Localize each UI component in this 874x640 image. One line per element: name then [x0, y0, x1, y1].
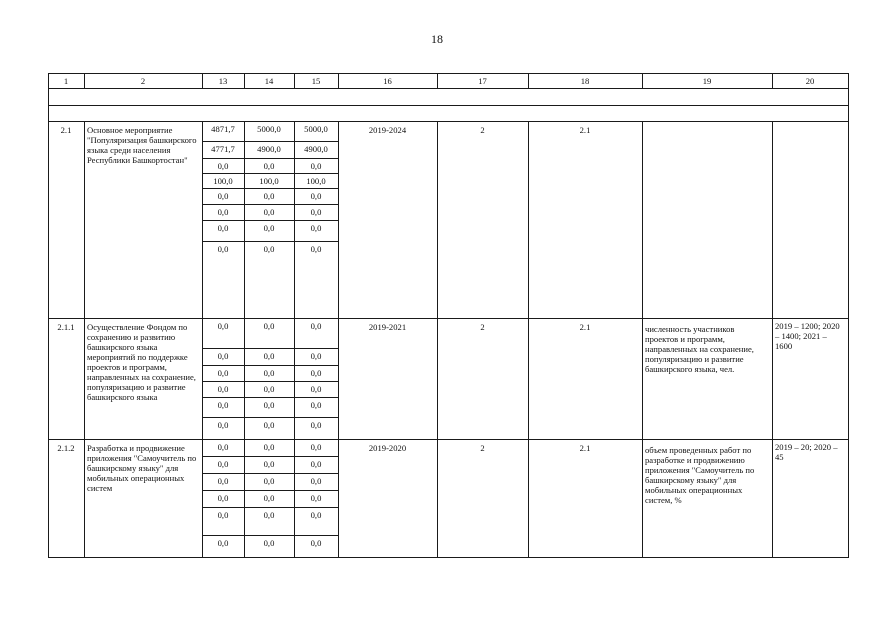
value-sub-rule [202, 397, 339, 398]
col18-cell: 2.1 [579, 322, 591, 332]
value-cell: 5000,0 [257, 124, 281, 134]
value-cell: 0,0 [263, 459, 275, 469]
value-sub-rule [202, 417, 339, 418]
col17-cell: 2 [480, 125, 485, 135]
table-border-bottom [48, 557, 849, 558]
value-cell: 5000,0 [304, 124, 328, 134]
column-rule [84, 318, 85, 440]
value-cell: 0,0 [310, 223, 322, 233]
value-cell: 0,0 [263, 493, 275, 503]
column-rule [437, 439, 438, 558]
header-cell-18: 18 [580, 76, 590, 86]
value-cell: 0,0 [217, 368, 229, 378]
value-cell: 0,0 [310, 493, 322, 503]
value-cell: 4900,0 [257, 144, 281, 154]
header-cell-16: 16 [383, 76, 392, 86]
value-cell: 0,0 [217, 459, 229, 469]
value-cell: 0,0 [310, 538, 322, 548]
header-cell-17: 17 [478, 76, 487, 86]
row-name: Разработка и продвижение приложения "Самоучитель по башкирскому языку" для мобильных операционных систем [87, 443, 197, 493]
value-cell: 0,0 [310, 368, 322, 378]
period-cell: 2019-2021 [368, 322, 407, 332]
col18-cell: 2.1 [579, 125, 591, 135]
value-sub-rule [202, 348, 339, 349]
value-cell: 0,0 [263, 420, 275, 430]
table-border-left [48, 73, 49, 558]
value-cell: 0,0 [217, 493, 229, 503]
value-cell: 0,0 [217, 351, 229, 361]
value-cell: 0,0 [263, 161, 275, 171]
value-sub-rule [202, 381, 339, 382]
budget-table [48, 73, 848, 557]
value-cell: 0,0 [217, 207, 229, 217]
value-cell: 0,0 [263, 400, 275, 410]
target-cell: 2019 – 20; 2020 – 45 [775, 442, 838, 462]
col18-cell: 2.1 [579, 443, 591, 453]
indicator-cell: численность участников проектов и программ, направленных на сохранение, популяризацию и развитие башкирского языка, чел. [645, 324, 754, 374]
column-rule [84, 121, 85, 319]
value-cell: 0,0 [263, 538, 275, 548]
value-sub-rule [202, 490, 339, 491]
column-rule [528, 318, 529, 440]
value-cell: 0,0 [310, 442, 322, 452]
value-cell: 0,0 [310, 351, 322, 361]
value-sub-rule [202, 158, 339, 159]
row-id: 2.1.2 [57, 443, 75, 453]
column-rule [528, 121, 529, 319]
column-rule [772, 121, 773, 319]
column-rule [772, 318, 773, 440]
value-cell: 0,0 [217, 538, 229, 548]
value-cell: 100,0 [306, 176, 326, 186]
header-cell-19: 19 [702, 76, 712, 86]
header-cell-20: 20 [805, 76, 815, 86]
header-cell-15: 15 [311, 76, 321, 86]
value-cell: 0,0 [217, 476, 229, 486]
section-rule [48, 105, 849, 106]
value-cell: 0,0 [310, 321, 322, 331]
value-cell: 0,0 [217, 420, 229, 430]
page-number: 18 [431, 32, 443, 46]
value-cell: 0,0 [310, 244, 322, 254]
header-cell-2: 2 [140, 76, 146, 86]
value-sub-rule [202, 173, 339, 174]
target-cell: 2019 – 1200; 2020 – 1400; 2021 – 1600 [775, 321, 840, 351]
indicator-cell: объем проведенных работ по разработке и продвижению приложения "Самоучитель по башкирскому языку" для мобильных операционных систем, % [645, 445, 755, 505]
value-cell: 0,0 [310, 459, 322, 469]
value-cell: 0,0 [263, 368, 275, 378]
header-cell-14: 14 [264, 76, 274, 86]
value-cell: 0,0 [263, 244, 275, 254]
column-rule [437, 121, 438, 319]
header-bottom-rule [48, 88, 849, 89]
column-rule [642, 318, 643, 440]
table-border-top [48, 73, 849, 74]
period-cell: 2019-2020 [368, 443, 407, 453]
header-cell-1: 1 [63, 76, 69, 86]
value-cell: 0,0 [217, 244, 229, 254]
value-cell: 100,0 [259, 176, 279, 186]
value-sub-rule [202, 241, 339, 242]
value-cell: 0,0 [263, 442, 275, 452]
value-cell: 0,0 [217, 321, 229, 331]
value-sub-rule [202, 141, 339, 142]
value-cell: 0,0 [217, 400, 229, 410]
value-cell: 0,0 [310, 161, 322, 171]
value-sub-rule [202, 204, 339, 205]
col17-cell: 2 [480, 443, 485, 453]
value-cell: 0,0 [263, 351, 275, 361]
value-sub-rule [202, 473, 339, 474]
row-name: Осуществление Фондом по сохранению и развитию башкирского языка мероприятий по поддержке проектов и программ, направленных на сохранение, популяризацию и развитие башкирского языка [87, 322, 196, 402]
value-cell: 0,0 [217, 191, 229, 201]
value-cell: 0,0 [310, 191, 322, 201]
value-cell: 0,0 [217, 510, 229, 520]
value-cell: 0,0 [310, 400, 322, 410]
value-cell: 0,0 [310, 207, 322, 217]
value-cell: 0,0 [310, 476, 322, 486]
row-group-rule [48, 439, 849, 440]
value-cell: 100,0 [213, 176, 233, 186]
column-rule [642, 439, 643, 558]
value-cell: 0,0 [263, 207, 275, 217]
value-cell: 0,0 [310, 420, 322, 430]
row-group-rule [48, 318, 849, 319]
row-id: 2.1.1 [57, 322, 75, 332]
column-rule [437, 318, 438, 440]
value-sub-rule [202, 507, 339, 508]
value-cell: 4771,7 [211, 144, 235, 154]
value-sub-rule [202, 365, 339, 366]
value-cell: 0,0 [217, 384, 229, 394]
value-sub-rule [202, 220, 339, 221]
value-cell: 0,0 [217, 161, 229, 171]
value-cell: 0,0 [310, 510, 322, 520]
column-rule [84, 439, 85, 558]
period-cell: 2019-2024 [368, 125, 407, 135]
value-sub-rule [202, 456, 339, 457]
value-cell: 0,0 [310, 384, 322, 394]
column-rule [772, 439, 773, 558]
value-cell: 0,0 [263, 223, 275, 233]
table-border-right [848, 73, 849, 558]
value-cell: 0,0 [263, 510, 275, 520]
header-cell-13: 13 [218, 76, 228, 86]
value-cell: 0,0 [263, 321, 275, 331]
column-rule [642, 121, 643, 319]
value-cell: 0,0 [217, 223, 229, 233]
section-rule [48, 121, 849, 122]
value-cell: 0,0 [263, 191, 275, 201]
value-sub-rule [202, 535, 339, 536]
col17-cell: 2 [480, 322, 485, 332]
value-sub-rule [202, 188, 339, 189]
value-cell: 4900,0 [304, 144, 328, 154]
column-rule [528, 439, 529, 558]
row-id: 2.1 [60, 125, 72, 135]
row-name: Основное мероприятие "Популяризация башкирского языка среди населения Республики Башкортостан" [87, 125, 197, 165]
value-cell: 0,0 [217, 442, 229, 452]
value-cell: 4871,7 [211, 124, 235, 134]
value-cell: 0,0 [263, 476, 275, 486]
value-cell: 0,0 [263, 384, 275, 394]
column-rule [338, 318, 339, 440]
